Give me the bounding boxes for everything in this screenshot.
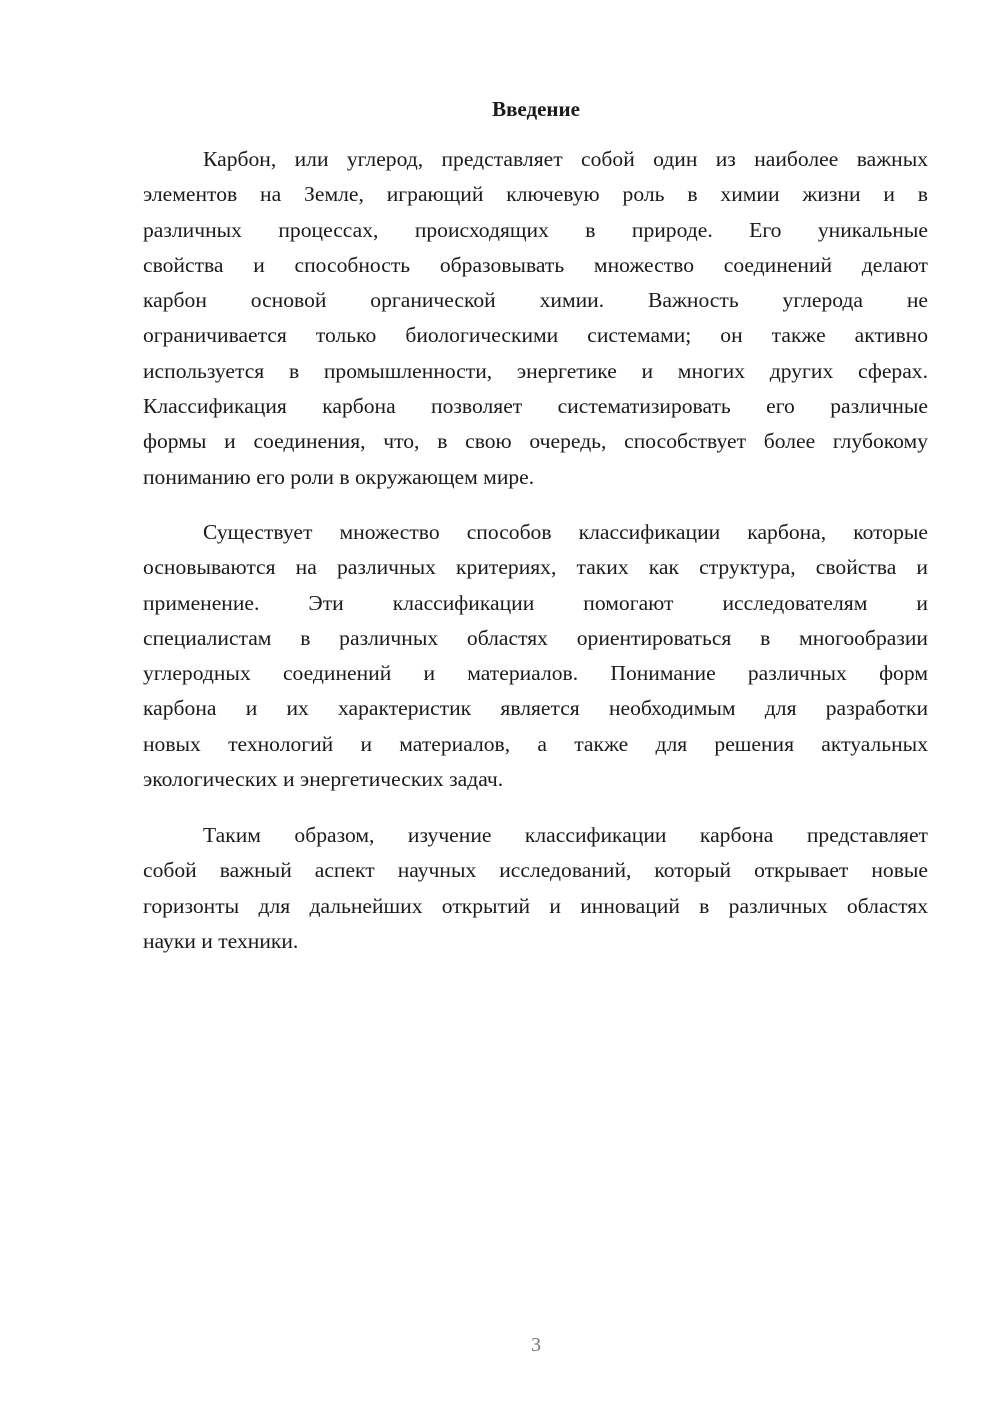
text-line: карбон основой органической химии. Важность углерода не — [143, 288, 928, 313]
page-number: 3 — [531, 1334, 541, 1356]
text-line: специалистам в различных областях ориентироваться в многообразии — [143, 625, 928, 650]
text-line: Классификация карбона позволяет систематизировать его различные — [143, 394, 928, 419]
section-title: Введение — [492, 97, 580, 121]
text-line: различных процессах, происходящих в природе. Его уникальные — [143, 217, 928, 242]
text-line: горизонты для дальнейших открытий и инноваций в различных областях — [143, 893, 928, 918]
text-line: используется в промышленности, энергетике и многих других сферах. — [143, 358, 928, 383]
text-line: ограничивается только биологическими системами; он также активно — [143, 323, 928, 348]
text-line: элементов на Земле, играющий ключевую роль в химии жизни и в — [143, 182, 928, 207]
text-line: карбона и их характеристик является необходимым для разработки — [143, 696, 928, 721]
text-line: новых технологий и материалов, а также для решения актуальных — [143, 731, 928, 756]
text-line: свойства и способность образовывать множество соединений делают — [143, 252, 928, 277]
paragraph-3 — [143, 818, 928, 959]
text-line: собой важный аспект научных исследований, который открывает новые — [143, 858, 928, 883]
text-line: основываются на различных критериях, таких как структура, свойства и — [143, 555, 928, 580]
text-line: формы и соединения, что, в свою очередь, способствует более глубокому — [143, 429, 928, 454]
paragraph-2 — [143, 515, 928, 797]
paragraph-1 — [143, 142, 928, 495]
text-line: Таким образом, изучение классификации карбона представляет — [203, 823, 928, 847]
text-line: Существует множество способов классификации карбона, которые — [203, 520, 928, 544]
text-line: экологических и энергетических задач. — [143, 767, 504, 792]
text-line: Карбон, или углерод, представляет собой один из наиболее важных — [203, 147, 928, 171]
text-line: науки и техники. — [143, 928, 299, 953]
text-line: углеродных соединений и материалов. Понимание различных форм — [143, 661, 928, 686]
text-line: пониманию его роли в окружающем мире. — [143, 464, 535, 489]
text-line: применение. Эти классификации помогают исследователям и — [143, 590, 928, 615]
